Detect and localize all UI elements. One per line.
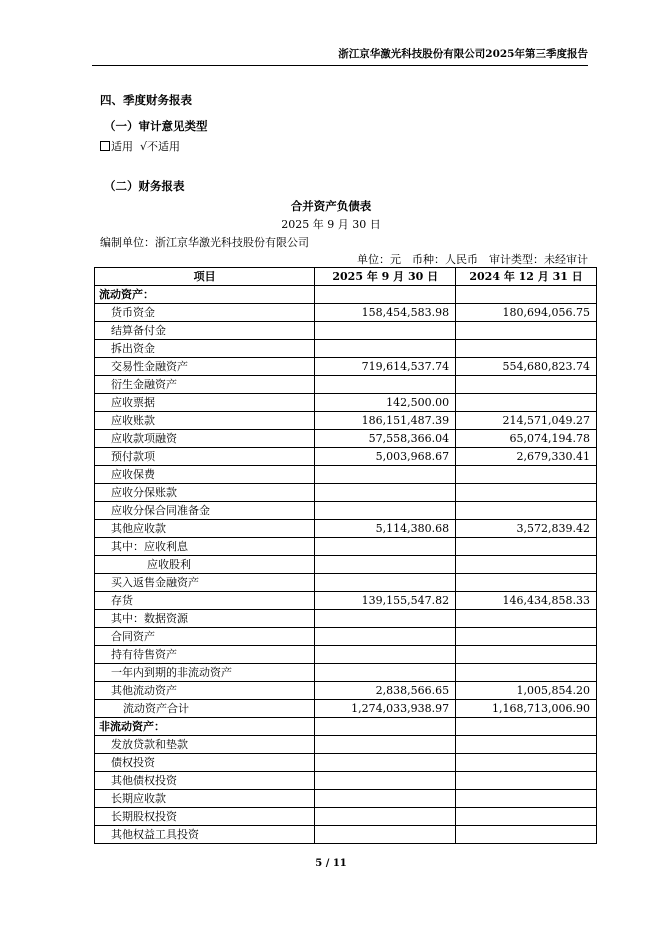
value-current: 719,614,537.74: [315, 358, 456, 376]
value-prior: 3,572,839.42: [456, 520, 597, 538]
row-label: 买入返售金融资产: [95, 574, 315, 592]
value-current: 1,274,033,938.97: [315, 700, 456, 718]
value-current: [315, 484, 456, 502]
table-header-row: [95, 268, 597, 286]
table-row: [95, 430, 597, 448]
compiler-line: 编制单位：浙江京华激光科技股份有限公司: [100, 236, 309, 249]
value-current: [315, 826, 456, 844]
row-label: 其他流动资产: [95, 682, 315, 700]
value-prior: [456, 502, 597, 520]
table-row: [95, 412, 597, 430]
value-current: [315, 772, 456, 790]
value-prior: [456, 322, 597, 340]
value-prior: [456, 790, 597, 808]
row-label: 流动资产合计: [95, 700, 315, 718]
section-title: 四、季度财务报表: [100, 93, 192, 107]
table-row: [95, 304, 597, 322]
value-prior: [456, 538, 597, 556]
balance-sheet-date: 2025 年 9 月 30 日: [281, 218, 381, 231]
value-current: 139,155,547.82: [315, 592, 456, 610]
value-current: 57,558,366.04: [315, 430, 456, 448]
value-prior: 554,680,823.74: [456, 358, 597, 376]
page-header: 浙江京华激光科技股份有限公司2025年第三季度报告: [92, 46, 588, 66]
row-label: 其他权益工具投资: [95, 826, 315, 844]
value-prior: [456, 826, 597, 844]
row-label: 拆出资金: [95, 340, 315, 358]
unit-line: 单位：元 币种：人民币 审计类型：未经审计: [357, 253, 588, 266]
value-current: [315, 664, 456, 682]
value-prior: [456, 574, 597, 592]
row-label: 衍生金融资产: [95, 376, 315, 394]
table-row: [95, 700, 597, 718]
value-current: [315, 736, 456, 754]
row-label: 一年内到期的非流动资产: [95, 664, 315, 682]
row-label: 非流动资产：: [95, 718, 315, 736]
value-current: [315, 646, 456, 664]
value-current: 142,500.00: [315, 394, 456, 412]
table-row: [95, 610, 597, 628]
row-label: 债权投资: [95, 754, 315, 772]
row-label: 预付款项: [95, 448, 315, 466]
value-prior: 2,679,330.41: [456, 448, 597, 466]
checkbox-icon: [100, 141, 110, 151]
value-prior: 1,005,854.20: [456, 682, 597, 700]
table-row: [95, 718, 597, 736]
value-prior: [456, 340, 597, 358]
table-row: [95, 340, 597, 358]
table-row: [95, 826, 597, 844]
row-label: 其中：数据资源: [95, 610, 315, 628]
row-label: 应收股利: [95, 556, 315, 574]
row-label: 其他应收款: [95, 520, 315, 538]
table-row: [95, 682, 597, 700]
table-row: [95, 466, 597, 484]
row-label: 应收保费: [95, 466, 315, 484]
table-row: [95, 754, 597, 772]
table-row: [95, 286, 597, 304]
row-label: 流动资产：: [95, 286, 315, 304]
balance-sheet-title: 合并资产负债表: [290, 199, 372, 213]
value-prior: [456, 754, 597, 772]
table-row: [95, 520, 597, 538]
value-current: [315, 628, 456, 646]
table-row: [95, 484, 597, 502]
row-label: 交易性金融资产: [95, 358, 315, 376]
table-row: [95, 322, 597, 340]
value-current: [315, 574, 456, 592]
value-current: [315, 376, 456, 394]
table-row: [95, 736, 597, 754]
value-prior: [456, 286, 597, 304]
row-label: 应收票据: [95, 394, 315, 412]
table-row: [95, 592, 597, 610]
value-current: [315, 610, 456, 628]
table-row: [95, 538, 597, 556]
table-row: [95, 790, 597, 808]
value-current: [315, 718, 456, 736]
value-current: [315, 754, 456, 772]
table-row: [95, 358, 597, 376]
table-row: [95, 556, 597, 574]
value-current: 5,003,968.67: [315, 448, 456, 466]
value-prior: 214,571,049.27: [456, 412, 597, 430]
value-prior: [456, 772, 597, 790]
value-current: [315, 808, 456, 826]
value-current: 5,114,380.68: [315, 520, 456, 538]
value-current: [315, 790, 456, 808]
page-number: 5 / 11: [315, 858, 347, 869]
value-prior: [456, 736, 597, 754]
value-prior: [456, 808, 597, 826]
value-prior: 146,434,858.33: [456, 592, 597, 610]
header-period-current: 2025 年 9 月 30 日: [315, 268, 456, 286]
value-prior: [456, 376, 597, 394]
balance-sheet-table: [94, 267, 597, 844]
value-current: [315, 538, 456, 556]
row-label: 持有待售资产: [95, 646, 315, 664]
value-current: 186,151,487.39: [315, 412, 456, 430]
value-current: 2,838,566.65: [315, 682, 456, 700]
value-prior: 65,074,194.78: [456, 430, 597, 448]
value-prior: [456, 628, 597, 646]
audit-choice: [100, 138, 180, 154]
table-row: [95, 376, 597, 394]
value-current: [315, 286, 456, 304]
table-row: [95, 646, 597, 664]
row-label: 其中：应收利息: [95, 538, 315, 556]
header-item: 项目: [95, 268, 315, 286]
row-label: 存货: [95, 592, 315, 610]
row-label: 其他债权投资: [95, 772, 315, 790]
row-label: 应收分保合同准备金: [95, 502, 315, 520]
value-prior: [456, 394, 597, 412]
value-current: 158,454,583.98: [315, 304, 456, 322]
row-label: 货币资金: [95, 304, 315, 322]
table-row: [95, 574, 597, 592]
row-label: 长期股权投资: [95, 808, 315, 826]
value-current: [315, 556, 456, 574]
value-prior: [456, 664, 597, 682]
row-label: 应收款项融资: [95, 430, 315, 448]
row-label: 发放贷款和垫款: [95, 736, 315, 754]
value-prior: [456, 484, 597, 502]
audit-opinion-title: （一）审计意见类型: [104, 119, 208, 133]
table-row: [95, 502, 597, 520]
value-current: [315, 502, 456, 520]
option-applicable: 适用: [111, 140, 133, 153]
table-row: [95, 808, 597, 826]
row-label: 应收账款: [95, 412, 315, 430]
value-current: [315, 322, 456, 340]
table-row: [95, 394, 597, 412]
value-prior: 180,694,056.75: [456, 304, 597, 322]
value-prior: [456, 718, 597, 736]
row-label: 结算备付金: [95, 322, 315, 340]
table-row: [95, 664, 597, 682]
row-label: 应收分保账款: [95, 484, 315, 502]
value-prior: [456, 610, 597, 628]
row-label: 长期应收款: [95, 790, 315, 808]
table-row: [95, 772, 597, 790]
financial-statements-title: （二）财务报表: [104, 179, 185, 193]
row-label: 合同资产: [95, 628, 315, 646]
table-row: [95, 448, 597, 466]
value-prior: 1,168,713,006.90: [456, 700, 597, 718]
value-prior: [456, 556, 597, 574]
value-current: [315, 340, 456, 358]
value-prior: [456, 646, 597, 664]
table-row: [95, 628, 597, 646]
option-not-applicable: √不适用: [140, 140, 181, 153]
header-period-prior: 2024 年 12 月 31 日: [456, 268, 597, 286]
value-prior: [456, 466, 597, 484]
value-current: [315, 466, 456, 484]
